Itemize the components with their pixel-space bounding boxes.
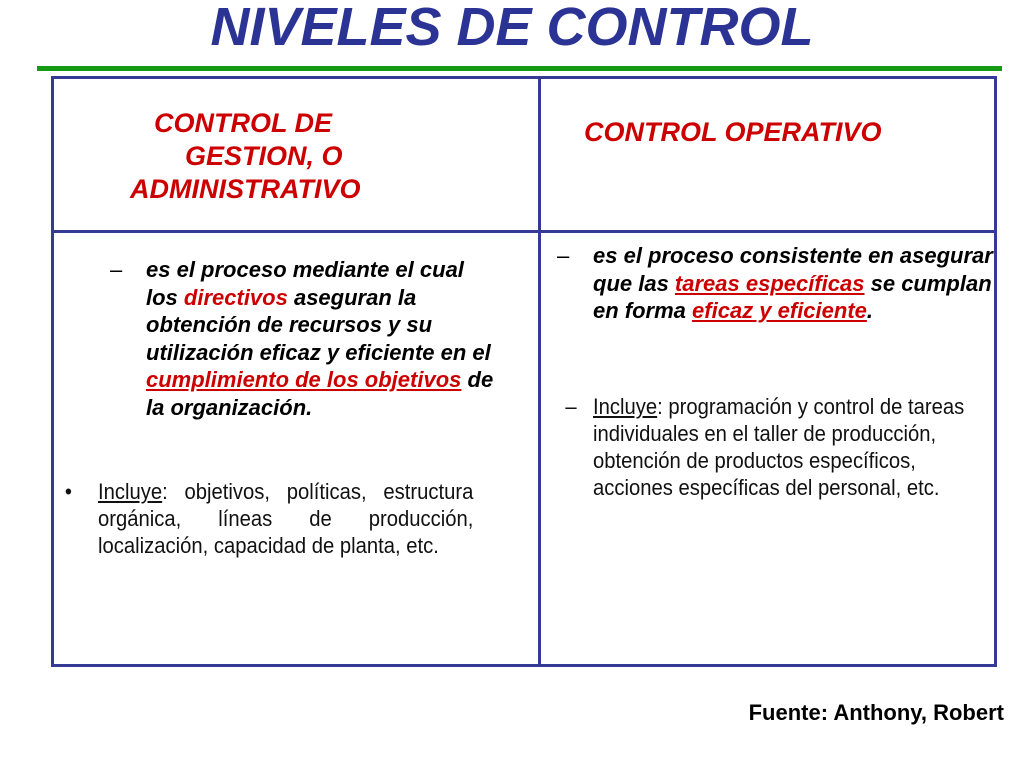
objetivos-highlight: cumplimiento de los objetivos [146, 367, 462, 392]
left-includes-bullet: • [64, 479, 72, 504]
right-includes-label: Incluye [593, 394, 658, 419]
left-header-line-3: ADMINISTRATIVO [130, 174, 361, 204]
column-divider [538, 79, 541, 664]
directivos-highlight: directivos [183, 284, 288, 310]
left-includes [64, 478, 474, 559]
right-definition-dash: – [557, 243, 570, 268]
right-includes-dash: – [565, 394, 577, 419]
left-includes-label: Incluye [98, 479, 163, 504]
left-definition-dash: – [110, 257, 123, 282]
header-divider [54, 230, 994, 233]
left-definition [110, 256, 496, 421]
comparison-table [51, 76, 997, 667]
right-includes [565, 393, 979, 501]
right-column-header: CONTROL OPERATIVO [584, 117, 882, 147]
page-title: NIVELES DE CONTROL [210, 0, 814, 57]
left-header-line-2: GESTION, O [185, 141, 343, 171]
left-header-line-1: CONTROL DE [154, 108, 333, 138]
eficaz-highlight: eficaz y eficiente [692, 298, 867, 323]
title-underline [37, 66, 1002, 71]
tareas-highlight: tareas específicas [674, 270, 865, 296]
left-definition-text: es el proceso mediante el cual los directivos aseguran la obtención de recursos y su utilización eficaz y eficiente en el cumplimiento de los objetivos de la organización. [146, 257, 494, 420]
source-citation: Fuente: Anthony, Robert [748, 700, 1004, 725]
right-definition: – es el proceso consistente en asegurar que las tareas específicas se cumplan en forma eficaz y eficiente. [557, 243, 993, 323]
left-column-header [130, 107, 534, 206]
right-includes-text: : programación y control de tareas individuales en el taller de producción, obtención de productos específicos, acciones específicas del personal, etc. [593, 394, 965, 500]
left-includes-text: : objetivos, políticas, estructura orgánica, líneas de producción, localización, capacidad de planta, etc. [98, 479, 474, 558]
